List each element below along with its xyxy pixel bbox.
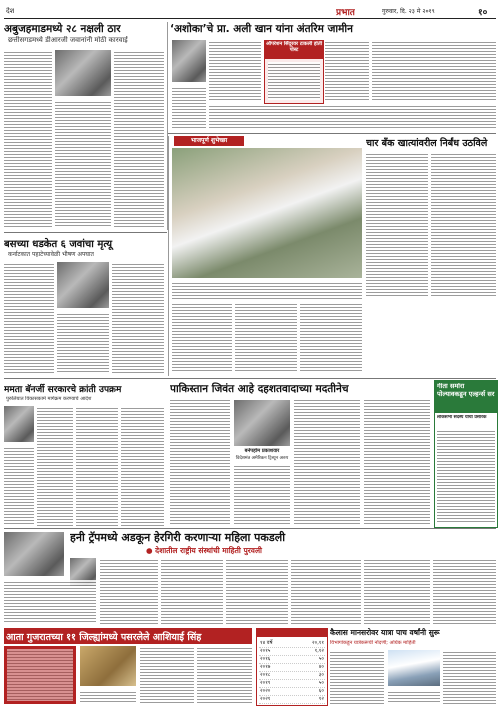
stats-table-label: २०२० [260,688,271,694]
story-9-body-col3 [197,646,252,704]
header-rule [4,18,496,19]
story-2-body-col4 [372,40,496,100]
story-5-body-col1 [37,406,73,526]
story-8-body-col2 [161,558,223,624]
stats-table-label: २०२१ [260,696,271,702]
story-9-lead-box [4,646,76,704]
masthead-logo: प्रभात [336,8,355,18]
story-2-headline: ‘अशोका’चे प्रा. अली खान यांना अंतरिम जामीन [170,23,353,35]
stats-table-label: २०१७ [260,664,271,670]
story-5-subhead: पुरुलियात विकासकामे मार्गक्रम करण्याचे आदेश [6,396,92,402]
story-3-headline: बसच्या धडकेत ६ जवांचा मृत्यू [4,239,113,250]
story-2-body-col5 [209,104,496,130]
story-9-headline: आता गुजरातच्या ११ जिल्ह्यांमध्ये पसरलेले आशियाई सिंह [6,632,202,643]
story-1-headline: अबुजहमाडमध्ये २८ नक्षली ठार [4,23,121,35]
section-label: देश [6,7,15,15]
story-9-lion-photo [80,646,136,686]
story-3-body-col3 [112,262,164,374]
story-5-headline: ममता बॅनर्जी सरकारचे क्रांती उपक्रम [4,385,122,395]
story-3-subhead: कर्नाटकात पहाटेच्यावेळी भीषण अपघात [8,251,94,258]
story-4-lower-col1 [172,302,232,372]
stats-table-value: १,१२ [314,648,324,654]
stats-table-label: २०१९ [260,680,271,686]
story-9-body-col2 [140,646,194,704]
stats-table-label: २०१५ [260,648,271,654]
story-5-body-col2 [76,406,118,526]
story-1-body-col1 [4,50,52,228]
story-10-body-col2 [388,690,440,704]
stats-table-header [257,629,327,637]
story-8-headline: हनी ट्रॅपमध्ये अडकून हेरगिरी करणाऱ्या महिला पकडली [70,531,286,544]
divider-2 [168,133,496,134]
story-8-body-col3 [226,558,288,624]
story-2-highlight-box [264,40,324,104]
story-2-body-col1 [209,40,261,100]
story-8-photo [4,532,64,576]
story-2-body-col3 [325,40,369,100]
story-5-body-col3 [121,406,164,526]
story-4-body-col1 [366,152,428,296]
story-10-mountain-photo [388,650,440,686]
story-4-headline: चार बँक खात्यांवरील निर्बंध उठविले [366,138,488,149]
header-date: गुरुवार, दि. २३ मे २०१९ [382,8,435,15]
stats-table-value: ४० [318,664,324,670]
story-2-body-wide [172,86,206,130]
story-3-photo [57,262,109,308]
stats-table-value: ३० [318,672,324,678]
story-4-lower-col3 [300,302,362,372]
stats-table-value: ५० [318,680,324,686]
story-4-lower-col2 [235,302,297,372]
story-6-body-col1 [170,398,230,526]
story-7-body [437,429,495,523]
story-2-portrait [172,40,206,82]
story-9-lead-text [7,649,73,701]
story-4-main-photo [172,148,362,278]
story-1-photo [55,50,111,96]
story-4-body-col2 [431,152,496,296]
stats-table-label: २०१८ [260,672,271,678]
story-5-body-col0 [4,446,34,526]
stats-table-value: १२ [318,696,324,702]
story-8-body-col0 [4,580,96,624]
story-5-portrait [4,406,34,442]
story-6-body-col3 [294,398,360,526]
story-3-body-col2 [57,312,109,374]
story-6-person-role: विदेशमंत्र अमेरिकन ट्रिब्यून अरुप [235,456,289,461]
divider-4 [168,136,169,376]
stats-table-label: २०१६ [260,656,271,662]
stats-table-label: १४ वर्षे [260,640,273,646]
story-7-subhead: लोकसभा सदस्य यांचा प्रसारक [437,415,487,420]
story-10-subhead: विभागांकडून यात्रेकरूंची नोंदणी; अधिक माहिती [330,640,416,646]
stats-table-value: ५० [318,656,324,662]
divider-3 [4,232,167,233]
stats-table-value: ६० [318,688,324,694]
story-8-body-col6 [433,558,496,624]
story-4-photo-caption [172,281,362,299]
page-header [4,5,496,17]
story-10-body-col3 [443,650,496,704]
page-number: १० [478,8,488,18]
story-10-body-col1 [330,650,384,704]
stats-table [256,628,328,706]
story-6-headline: पाकिस्तान जिवंत आहे दहशतवादाच्या मदतीनेच [170,383,349,395]
story-7-headline: गीता समोरा पोल्यावकडून एल्हर्न्स सर [437,383,495,398]
stats-table-body [259,639,325,703]
story-6-body-col4 [364,398,430,526]
story-8-body-col1 [100,558,158,624]
story-6-portrait [234,400,290,446]
story-1-subhead: छत्तीसगडमध्ये डीआरजी जवानांनी मोठी कारवाई [8,36,128,44]
stats-table-row [259,695,325,704]
story-3-body-col1 [4,262,54,374]
divider-5 [4,378,496,379]
divider-6 [4,528,496,529]
story-4-caption-tag: भाजपूर्ण शुभेच्छा [174,136,244,146]
story-2-box-label: ऑपरेशन सिंदूरवर टाकली होती पोस्ट [265,41,323,59]
story-7-box [434,380,498,528]
story-9-body-col1 [80,690,136,704]
story-6-person-name: बर्नपहोम प्रकाशवार [244,448,280,454]
story-10-headline: कैलास मानसरोवर यात्रा पाच वर्षांनी सुरू [330,628,440,637]
story-1-body-col2 [55,100,111,228]
story-2-box-text [268,62,320,100]
story-8-subhead: ● देशातील राष्ट्रीय संस्थांची माहिती पुरवली [146,546,262,555]
story-6-body-col2 [234,464,290,526]
story-8-body-col5 [364,558,430,624]
stats-table-value: २०,११ [312,640,324,646]
story-1-body-col3 [114,50,164,228]
story-8-body-col4 [291,558,361,624]
